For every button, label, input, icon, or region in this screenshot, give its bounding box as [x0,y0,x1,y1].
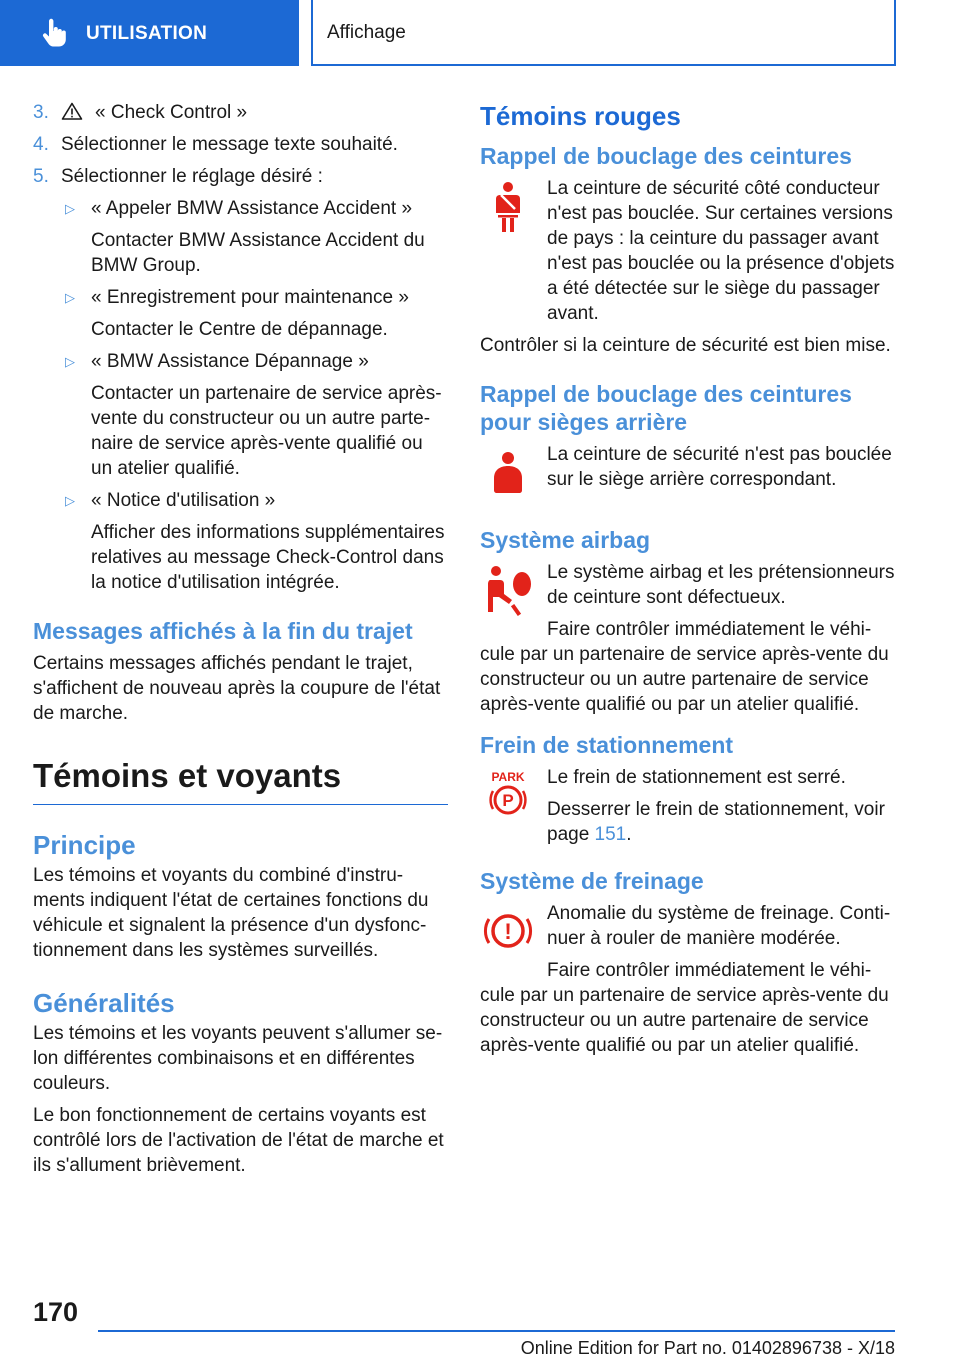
airbag-heading: Système airbag [480,527,651,553]
right-column [480,100,900,1065]
park-icon-label: PARK [491,770,525,784]
step-text: Sélectionner le message texte souhaité. [61,134,398,155]
brake-icon-letter: ! [504,919,512,944]
warning-triangle-icon [61,102,83,120]
airbag-action-text [480,617,900,717]
seatbelt-check-text: Contrôler si la ceinture de sécurité est bien mise. [480,335,891,356]
generalites-heading: Généralités [33,988,175,1018]
parking-brake-release-text [547,797,900,847]
messages-text: Certains messages affichés pendant le trajet, s'affichent de nouveau après la coupure de l'état de marche. [33,653,441,724]
page-link[interactable]: 151 [594,824,627,845]
left-column [33,100,448,1185]
step-4 [33,132,448,157]
option-description: Afficher des informations supplémentaires relatives au message Check-Control dans la notice d'utilisation intégrée. [91,522,445,593]
rear-seatbelt-block [480,442,900,512]
option-description: Contacter le Centre de dépannage. [91,319,388,340]
step-number: 4. [33,134,49,155]
option-item [61,285,448,317]
chapter-title [311,0,896,66]
triangle-bullet-icon: ▷ [65,290,75,305]
brake-system-heading: Système de freinage [480,868,704,894]
step-number: 3. [33,102,49,123]
rear-seatbelt-heading: Rappel de bouclage des ceintures pour sièges arrière [480,381,852,435]
step-3 [33,100,448,125]
messages-heading: Messages affichés à la fin du trajet [33,618,413,644]
triangle-bullet-icon: ▷ [65,493,75,508]
option-description: Contacter BMW Assistance Accident du BMW Group. [91,230,425,276]
section-tab [0,0,299,66]
parking-brake-icon [480,767,536,823]
option-description: Contacter un partenaire de service après-vente du constructeur ou un autre parte‐naire de service après-vente qualifié ou un atelier qualifié. [91,383,442,479]
seatbelt-heading: Rappel de bouclage des ceintures [480,143,852,169]
seatbelt-block [480,176,900,326]
option-item [61,488,448,520]
parking-brake-heading: Frein de stationnement [480,732,734,758]
seatbelt-text: La ceinture de sécurité côté conducteur n'est pas bouclée. Sur certaines versions de pays : la ceinture du passager avant n'est pas bouclée ou la présence d'objets a été détectée sur le siège du passager avant. [547,178,895,324]
option-title: « Appeler BMW Assistance Accident » [91,198,413,219]
main-heading: Témoins et voyants [33,756,448,805]
release-text: Desserrer le frein de stationnement, voir page [547,799,885,845]
rear-seat-icon [480,444,536,500]
principe-heading: Principe [33,830,136,860]
step-text: Sélectionner le réglage désiré : [61,166,323,187]
option-item [61,196,448,228]
triangle-bullet-icon: ▷ [65,354,75,369]
option-title: « Notice d'utilisation » [91,490,276,511]
airbag-action-span: Faire contrôler immédiatement le véhi‐cule par un partenaire de service après-vente du constructeur ou un autre partenaire de service après-vente qualifié ou par un atelier qualifié. [480,619,889,715]
triangle-bullet-icon: ▷ [65,201,75,216]
parking-brake-text: Le frein de stationnement est serré. [547,767,846,788]
step-text: « Check Control » [95,102,248,123]
chapter-label: Affichage [327,21,406,43]
airbag-text: Le système airbag et les prétensionneurs de ceinture sont défectueux. [547,562,895,608]
rear-seatbelt-text: La ceinture de sécurité n'est pas bouclée sur le siège arrière correspondant. [547,444,892,490]
step-number: 5. [33,166,49,187]
parking-brake-block [480,765,900,847]
brake-system-text: Anomalie du système de freinage. Conti‐nuer à rouler de manière modérée. [547,903,891,949]
principe-text: Les témoins et voyants du combiné d'instru‐ments indiquent l'état de certaines fonctions du véhicule et signalent la présence d'un dysfonc‐tionnement dans les systèmes surveillés. [33,865,429,961]
footer-divider [98,1330,895,1332]
airbag-warning-icon [480,562,536,618]
generalites-text: Le bon fonctionnement de certains voyants est contrôlé lors de l'activation de l'état de marche et ils s'allument brièvement. [33,1105,444,1176]
page-number: 170 [33,1297,79,1327]
step-5 [33,164,448,189]
red-indicators-heading: Témoins rouges [480,101,681,131]
edition-text: Online Edition for Part no. 01402896738 - X/18 [520,1338,895,1358]
brake-system-action-text: Faire contrôler immédiatement le véhi‐cule par un partenaire de service après-vente du constructeur ou un autre partenaire de service après-vente qualifié ou par un atelier qualifié. [480,960,889,1056]
generalites-text: Les témoins et les voyants peuvent s'allumer se‐lon différentes combinaisons et en différentes couleurs. [33,1023,443,1094]
option-item [61,349,448,381]
release-suffix: . [626,824,632,845]
airbag-block [480,560,900,717]
park-icon-letter: P [502,791,514,810]
seatbelt-warning-icon [480,178,536,234]
option-title: « Enregistrement pour maintenance » [91,287,409,308]
brake-system-block [480,901,900,1058]
brake-warning-icon [480,903,536,959]
hand-pointer-icon [38,18,68,48]
section-label: UTILISATION [86,22,208,44]
option-title: « BMW Assistance Dépannage » [91,351,369,372]
